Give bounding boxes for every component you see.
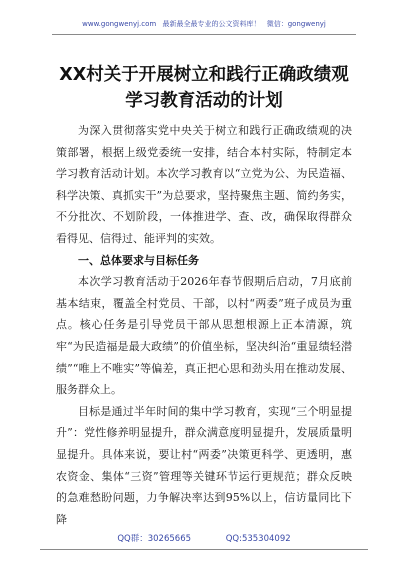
page-header [0,19,408,29]
intro-paragraph: 为深入贯彻落实党中央关于树立和践行正确政绩观的决策部署，根据上级党委统一安排，结合本村实际，特制定本学习教育活动计划。本次学习教育以“立党为公、为民造福、科学决策、真抓实干”为总要求，坚持聚焦主题、简约务实，不分批次、不划阶段，一体推进学、查、改，确保取得群众看得见、信得过、能评判的实效。 [56,124,352,245]
footer-qq-contact: QQ:535304092 [225,534,291,544]
footer-divider [40,549,368,550]
header-site-link[interactable]: www.gongwenyj.com [82,20,157,28]
page-footer [0,533,408,545]
footer-qq-group: QQ群：30265665 [117,534,192,544]
header-slogan: 最新最全最专业的公文资料库！ [162,20,261,28]
header-wechat: 微信：gongwenyj [266,20,326,28]
body-paragraph: 本次学习教育活动于2026年春节假期后启动，7月底前基本结束，覆盖全村党员、干部，以村“两委”班子成员为重点。核心任务是引导党员干部从思想根源上正本清源，筑牢“为民造福是最大政绩”的价值坐标，坚决纠治“重显绩轻潜绩”“唯上不唯实”等偏差，真正把心思和劲头用在推动发展、服务群众上。 [56,275,352,397]
body-paragraph: 目标是通过半年时间的集中学习教育，实现“三个明显提升”：党性修养明显提升，群众满意度明显提升，发展质量明显提升。具体来说，要让村“两委”决策更科学、更透明，惠农资金、集体“三资”管理等关键环节运行更规范；群众反映的急难愁盼问题，力争解决率达到95%以上，信访量同比下降 [56,404,352,526]
header-divider [52,34,356,35]
section-heading: 一、总体要求与目标任务 [78,253,199,267]
document-body [56,120,352,530]
document-title: XX村关于开展树立和践行正确政绩观学习教育活动的计划 [59,65,349,111]
